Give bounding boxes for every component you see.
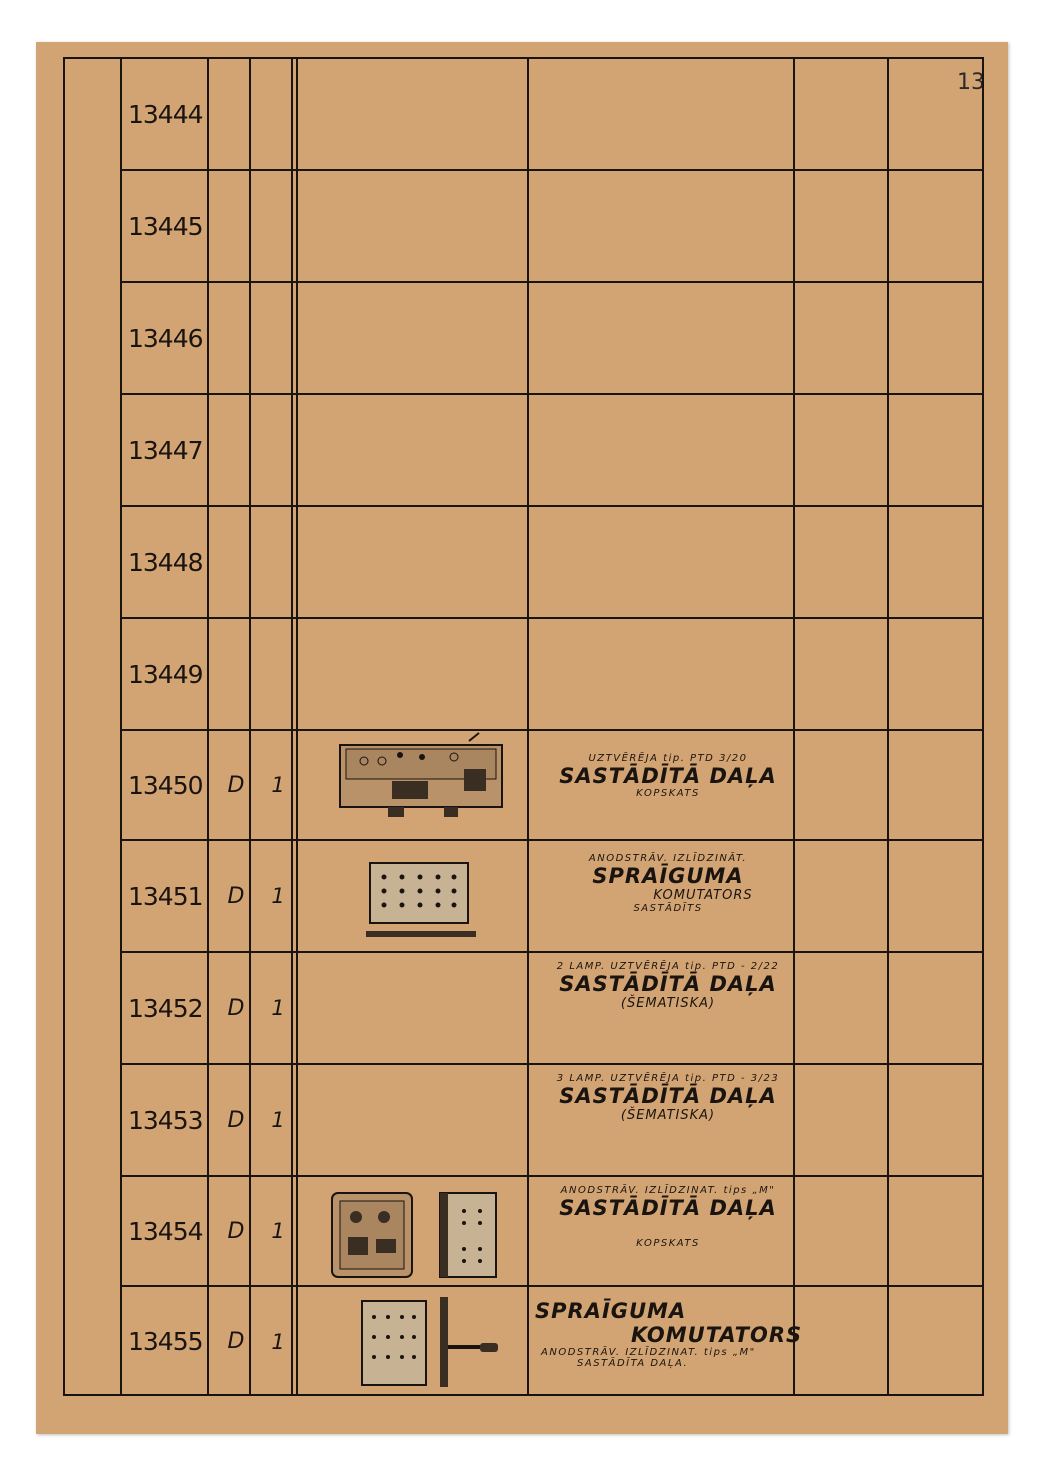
description-line: 3 LAMP. UZTVĒRĒJA tip. PTD - 3/23 [556,1073,780,1084]
description-line: UZTVĒRĒJA tip. PTD 3/20 [588,753,748,764]
description-line: KOMUTATORS [653,888,753,903]
table-row [120,1287,982,1396]
table-row [120,953,982,1065]
drawing-quantity: 1 [271,996,285,1020]
drawing-number: 13451 [128,881,203,911]
drawing-thumbnail [304,1287,535,1396]
table-row [120,59,982,171]
drawing-description [535,1287,801,1396]
drawing-number: 13446 [128,323,203,353]
description-line: ANODSTRĀV. IZLĪDZINAT. tips „M" [541,1347,756,1358]
description-line: SASTĀDĪTĀ DAĻA [559,1196,777,1220]
description-line: ANODSTRĀV. IZLĪDZINĀT. [588,853,748,864]
description-line: KOPSKATS [636,788,700,799]
table-row [120,731,982,841]
table-row [120,283,982,395]
table-row [120,619,982,731]
description-line: SASTĀDĪTS [633,903,703,914]
drawing-quantity: 1 [271,773,285,797]
description-line: ANODSTRĀV. IZLĪDZINAT. tips „M" [560,1185,776,1196]
drawing-type: D [227,995,245,1021]
table-row [120,395,982,507]
drawing-number: 13455 [128,1327,203,1356]
drawing-description [535,1065,801,1175]
drawing-type: D [227,883,245,909]
description-line: SASTĀDĪTĀ DAĻA [559,972,777,996]
description-line: 2 LAMP. UZTVĒRĒJA tip. PTD - 2/22 [556,961,780,972]
register-table [63,57,984,1396]
drawing-type: D [227,1218,245,1244]
drawing-number: 13444 [128,99,203,129]
drawing-description [535,731,801,839]
drawing-number: 13450 [128,770,203,800]
drawing-number: 13452 [128,993,203,1023]
drawing-type: D [227,1329,245,1354]
drawing-description [535,953,801,1063]
drawing-quantity: 1 [271,1108,285,1132]
table-row [120,507,982,619]
drawing-number: 13448 [128,547,203,577]
page-mark: 13 [957,70,985,95]
drawing-description [535,841,801,951]
drawing-thumbnail [304,1177,535,1285]
drawing-quantity: 1 [271,884,285,908]
drawing-thumbnail [304,731,535,839]
drawing-number: 13445 [128,211,203,241]
drawing-description [535,1177,801,1285]
description-line: KOMUTATORS [631,1323,803,1347]
description-line: SASTĀDĪTA DAĻA. [577,1358,689,1369]
description-line: (ŠEMATISKA) [620,996,716,1011]
drawing-number: 13447 [128,435,203,465]
description-line: SPRAĪGUMA [535,1299,687,1323]
drawing-number: 13449 [128,659,203,689]
description-line: SASTĀDĪTĀ DAĻA [559,764,777,788]
drawing-type: D [227,1107,245,1133]
description-line: KOPSKATS [636,1238,700,1249]
drawing-number: 13454 [128,1216,203,1246]
table-row [120,1065,982,1177]
description-line: SPRAĪGUMA [592,864,744,888]
description-line: SASTĀDĪTĀ DAĻA [559,1084,777,1108]
drawing-quantity: 1 [271,1329,285,1354]
drawing-type: D [227,772,245,798]
table-row [120,1177,982,1287]
table-row [120,841,982,953]
description-line: (ŠEMATISKA) [620,1108,716,1123]
table-row [120,171,982,283]
drawing-number: 13453 [128,1105,203,1135]
drawing-quantity: 1 [271,1219,285,1243]
drawing-thumbnail [304,841,535,951]
